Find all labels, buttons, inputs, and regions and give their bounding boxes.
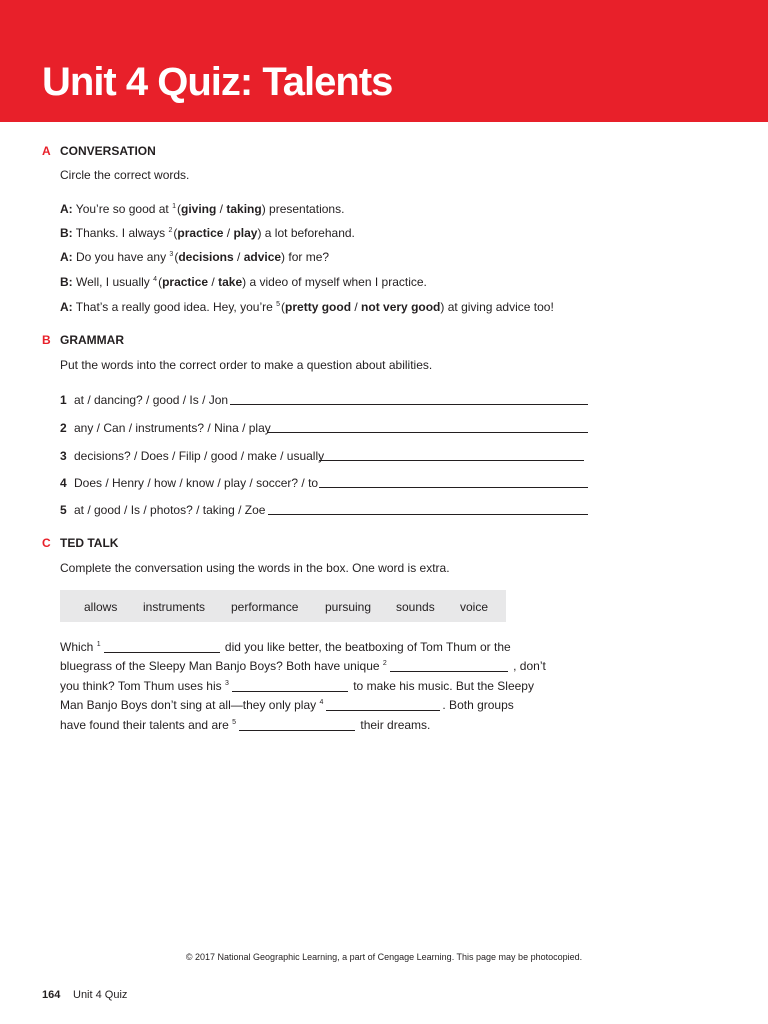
grammar-item: 3 decisions? / Does / Filip / good / make / usually [60,449,325,463]
option-word[interactable]: pretty good [285,300,352,314]
conversation-line: A: That’s a really good idea. Hey, you’re $^5$(pretty good / not very good) at giving advice too! [60,300,554,314]
grammar-item: 5 at / good / Is / photos? / taking / Zoe [60,503,266,517]
paragraph-line: Which $^1$ did you like better, the beatboxing of Tom Thum or the [60,640,511,654]
section-a-heading: CONVERSATION [60,144,156,158]
conversation-line: B: Thanks. I always $^2$(practice / play) a lot beforehand. [60,226,355,240]
answer-line[interactable] [267,432,588,433]
page-number: 164 [42,989,61,1001]
answer-blank[interactable] [326,698,440,711]
option-word[interactable]: giving [181,202,217,216]
section-b-instruction: Put the words into the correct order to make a question about abilities. [60,358,433,372]
grammar-item: 1 at / dancing? / good / Is / Jon [60,393,229,407]
section-c-letter: C [42,536,51,550]
word-option: voice [460,600,489,614]
title-banner [0,0,768,122]
option-word[interactable]: decisions [178,250,234,264]
conversation-line: A: You’re so good at $^1$(giving / taking) presentations. [60,202,345,216]
answer-line[interactable] [319,487,588,488]
answer-blank[interactable] [239,718,355,731]
word-option: instruments [143,600,206,614]
option-word[interactable]: advice [243,250,282,264]
paragraph-line: bluegrass of the Sleepy Man Banjo Boys? Both have unique $^2$ , don’t [60,659,546,673]
paragraph-line: have found their talents and are $^5$ their dreams. [60,718,431,732]
answer-line[interactable] [268,514,588,515]
answer-blank[interactable] [390,659,508,672]
grammar-item: 4 Does / Henry / how / know / play / soccer? / to [60,476,319,490]
word-option: allows [84,600,118,614]
speaker: B: [60,226,73,240]
section-c-heading: TED TALK [60,536,119,550]
answer-line[interactable] [230,404,588,405]
speaker: A: [60,202,73,216]
section-a-instruction: Circle the correct words. [60,168,190,182]
answer-blank[interactable] [104,640,220,653]
paragraph-line: you think? Tom Thum uses his $^3$ to make his music. But the Sleepy [60,679,534,693]
word-option: sounds [396,600,435,614]
option-word[interactable]: not very good [361,300,441,314]
paragraph-line: Man Banjo Boys don’t sing at all—they only play $^4$ . Both groups [60,698,514,712]
option-word[interactable]: play [233,226,258,240]
word-option: pursuing [325,600,372,614]
answer-line[interactable] [319,460,584,461]
word-box [60,590,506,622]
page-title: Unit 4 Quiz: Talents [42,60,393,104]
section-b-letter: B [42,333,51,347]
section-c-instruction: Complete the conversation using the words in the box. One word is extra. [60,561,450,575]
option-word[interactable]: practice [177,226,224,240]
answer-blank[interactable] [232,679,348,692]
section-a-letter: A [42,144,51,158]
word-option: performance [231,600,299,614]
option-word[interactable]: taking [226,202,262,216]
speaker: A: [60,300,73,314]
speaker: A: [60,250,73,264]
page-label: Unit 4 Quiz [73,989,128,1001]
section-b-heading: GRAMMAR [60,333,124,347]
copyright-note: © 2017 National Geographic Learning, a part of Cengage Learning. This page may be photocopied. [185,952,583,962]
conversation-line: B: Well, I usually $^4$(practice / take) a video of myself when I practice. [60,275,427,289]
speaker: B: [60,275,73,289]
option-word[interactable]: practice [162,275,209,289]
grammar-item: 2 any / Can / instruments? / Nina / play [60,421,271,435]
conversation-line: A: Do you have any $^3$(decisions / advice) for me? [60,250,330,264]
option-word[interactable]: take [218,275,243,289]
